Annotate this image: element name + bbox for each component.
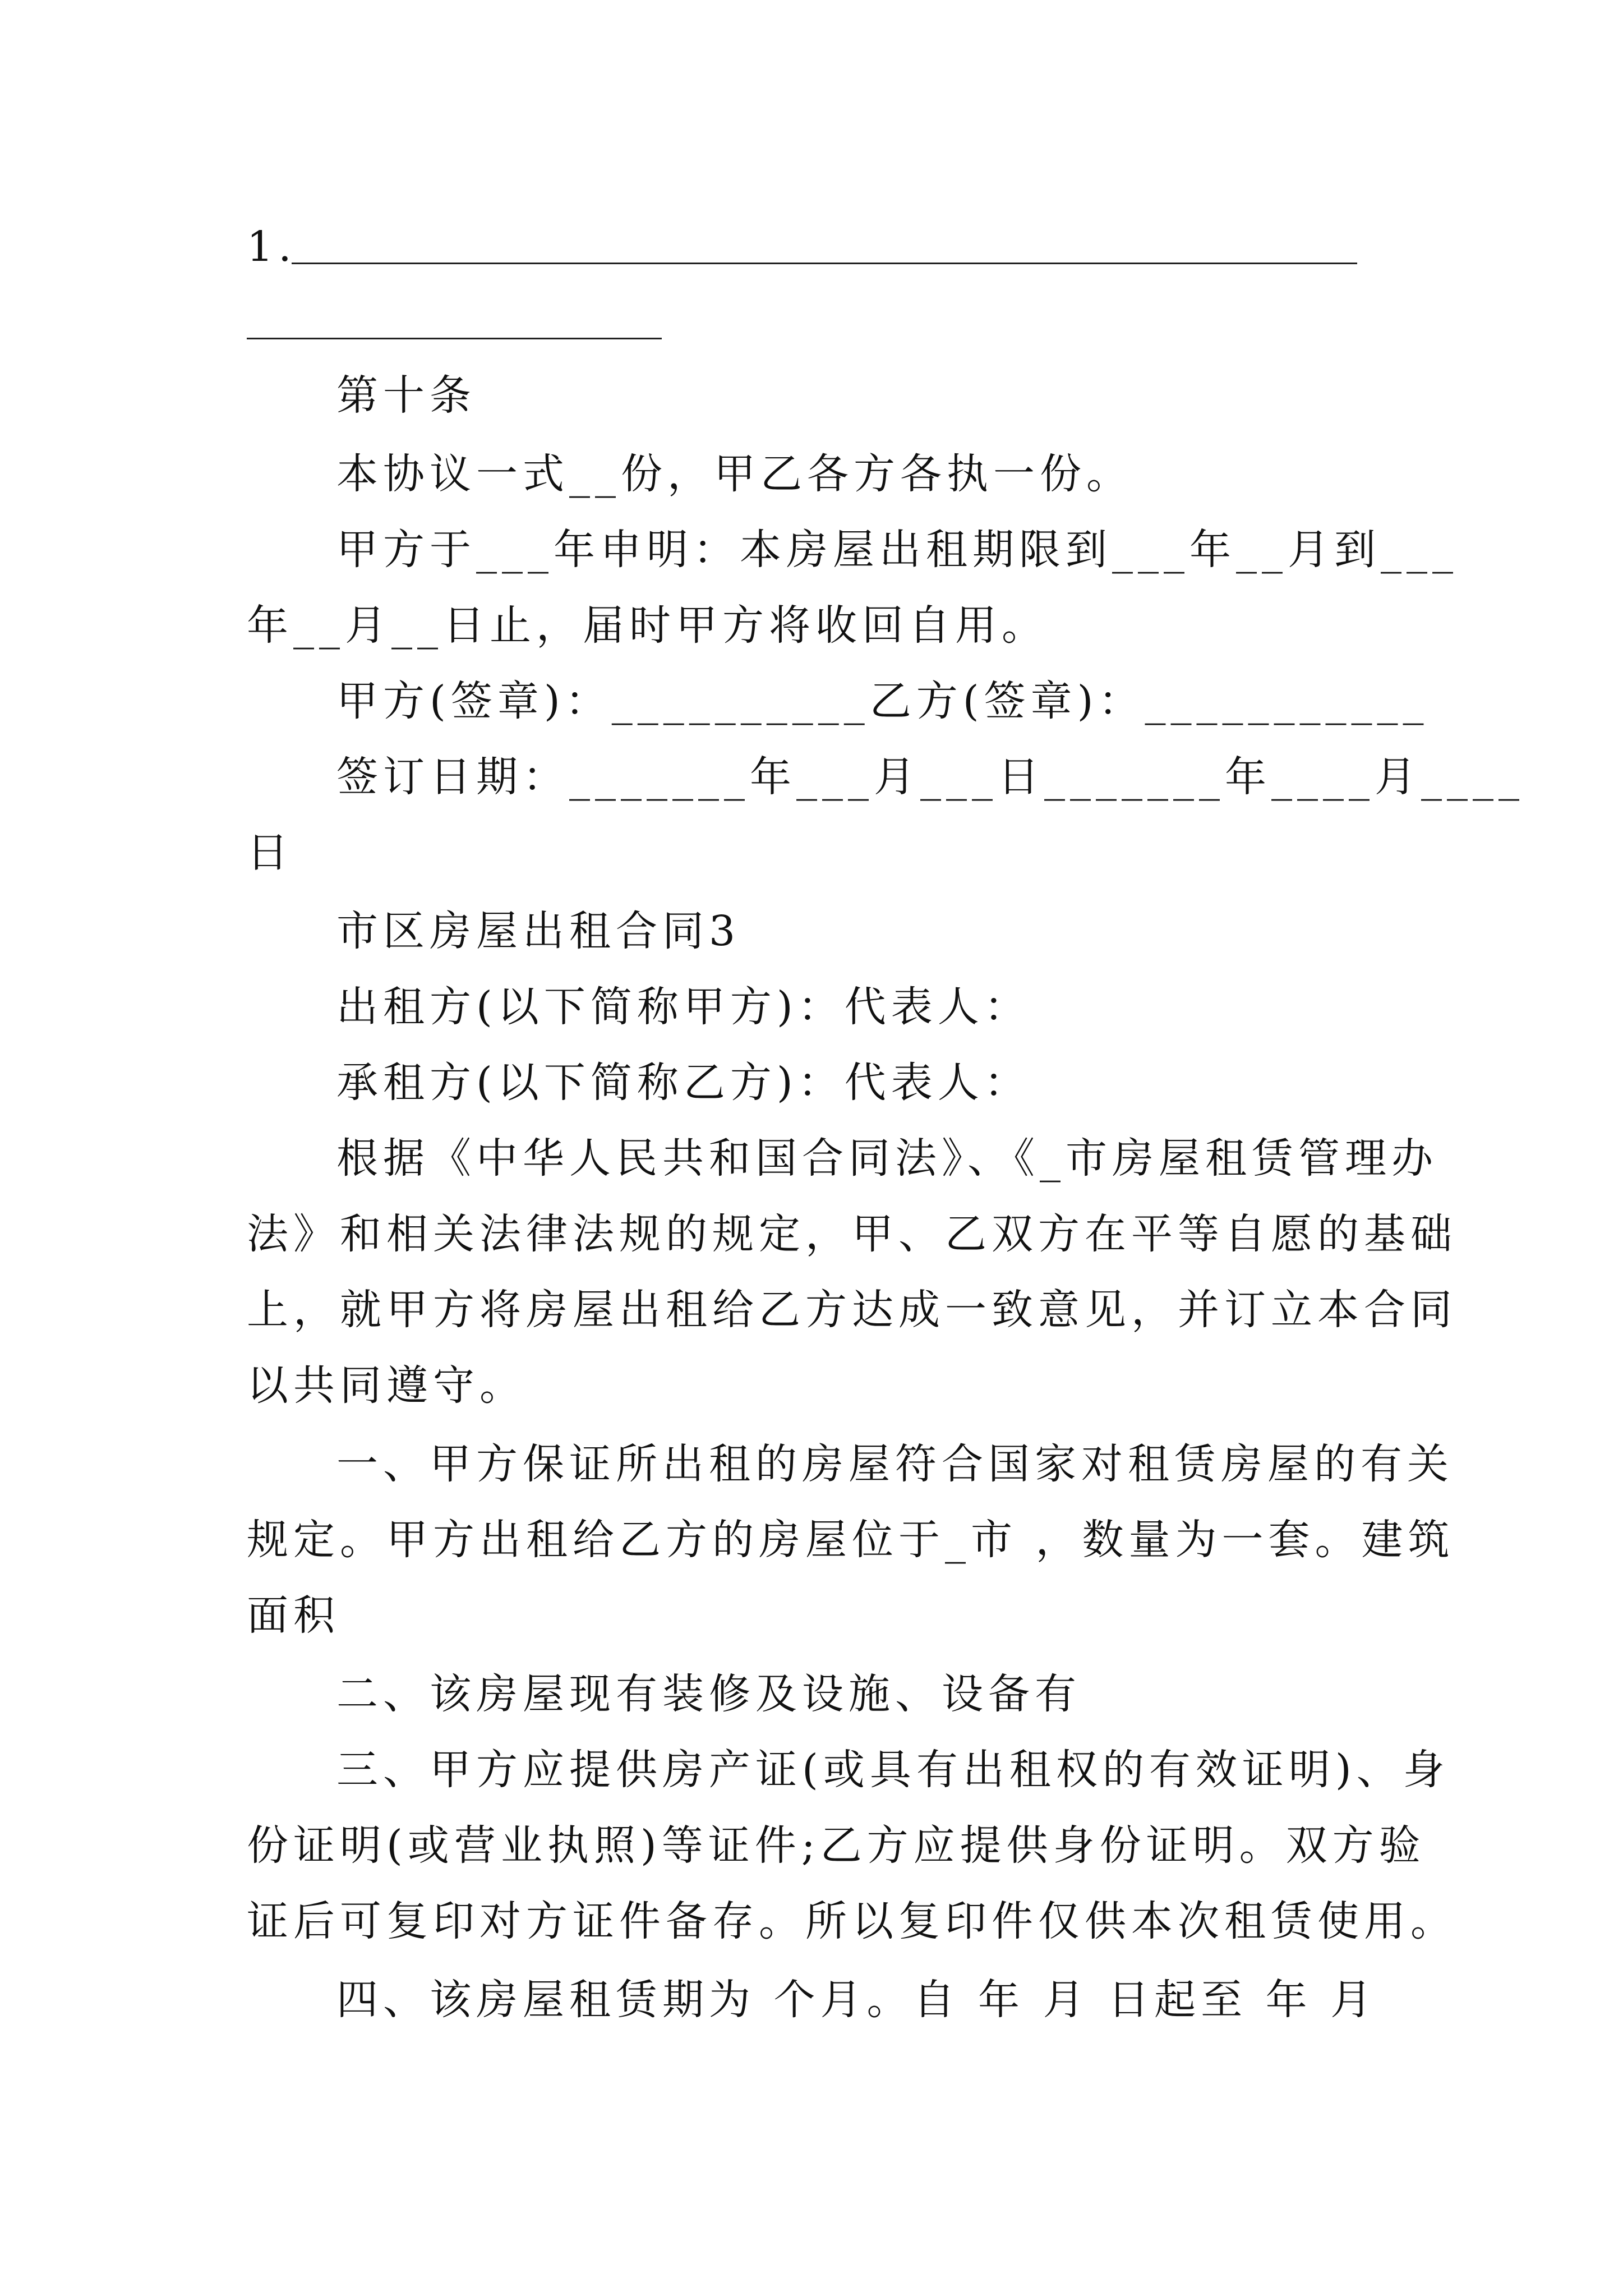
signature-line: 甲方(签章)：__________乙方(签章)：___________ xyxy=(336,677,1429,725)
contract-title: 市区房屋出租合同3 xyxy=(336,907,741,955)
clause-line: 份证明(或营业执照)等证件;乙方应提供身份证明。双方验 xyxy=(247,1821,1426,1870)
clause-line: 三、甲方应提供房产证(或具有出租权的有效证明)、身 xyxy=(336,1746,1450,1794)
blank-line xyxy=(247,338,662,339)
article-heading: 第十条 xyxy=(336,371,476,420)
paragraph-line: 法》和相关法律法规的规定，甲、乙双方在平等自愿的基础 xyxy=(247,1210,1457,1258)
paragraph-line: 上，就甲方将房屋出租给乙方达成一致意见，并订立本合同 xyxy=(247,1286,1457,1334)
paragraph-line: 甲方于___年申明：本房屋出租期限到___年__月到___ xyxy=(336,526,1458,574)
paragraph-line: 本协议一式__份，甲乙各方各执一份。 xyxy=(336,450,1133,498)
party-line: 出租方(以下简称甲方)：代表人： xyxy=(336,983,1031,1031)
paragraph-line: 根据《中华人民共和国合同法》、《_市房屋租赁管理办 xyxy=(336,1134,1438,1182)
clause-line: 四、该房屋租赁期为 个月。自 年 月 日起至 年 月 xyxy=(336,1976,1377,2024)
paragraph-line: 年__月__日止，届时甲方将收回自用。 xyxy=(247,601,1048,650)
clause-line: 面积 xyxy=(247,1591,340,1640)
clause-line: 一、甲方保证所出租的房屋符合国家对租赁房屋的有关 xyxy=(336,1440,1454,1488)
party-line: 承租方(以下简称乙方)：代表人： xyxy=(336,1059,1031,1107)
clause-line: 证后可复印对方证件备存。所以复印件仅供本次租赁使用。 xyxy=(247,1897,1457,1945)
paragraph-line: 以共同遵守。 xyxy=(247,1361,526,1410)
clause-line: 二、该房屋现有装修及设施、设备有 xyxy=(336,1670,1081,1718)
item-number: 1. xyxy=(247,223,297,271)
clause-line: 规定。甲方出租给乙方的房屋位于_市 ，数量为一套。建筑 xyxy=(247,1516,1455,1564)
blank-line xyxy=(292,263,1357,264)
paragraph-line: 日 xyxy=(247,829,293,877)
signing-date-line: 签订日期：_______年___月___日_______年____月____ xyxy=(336,753,1524,801)
